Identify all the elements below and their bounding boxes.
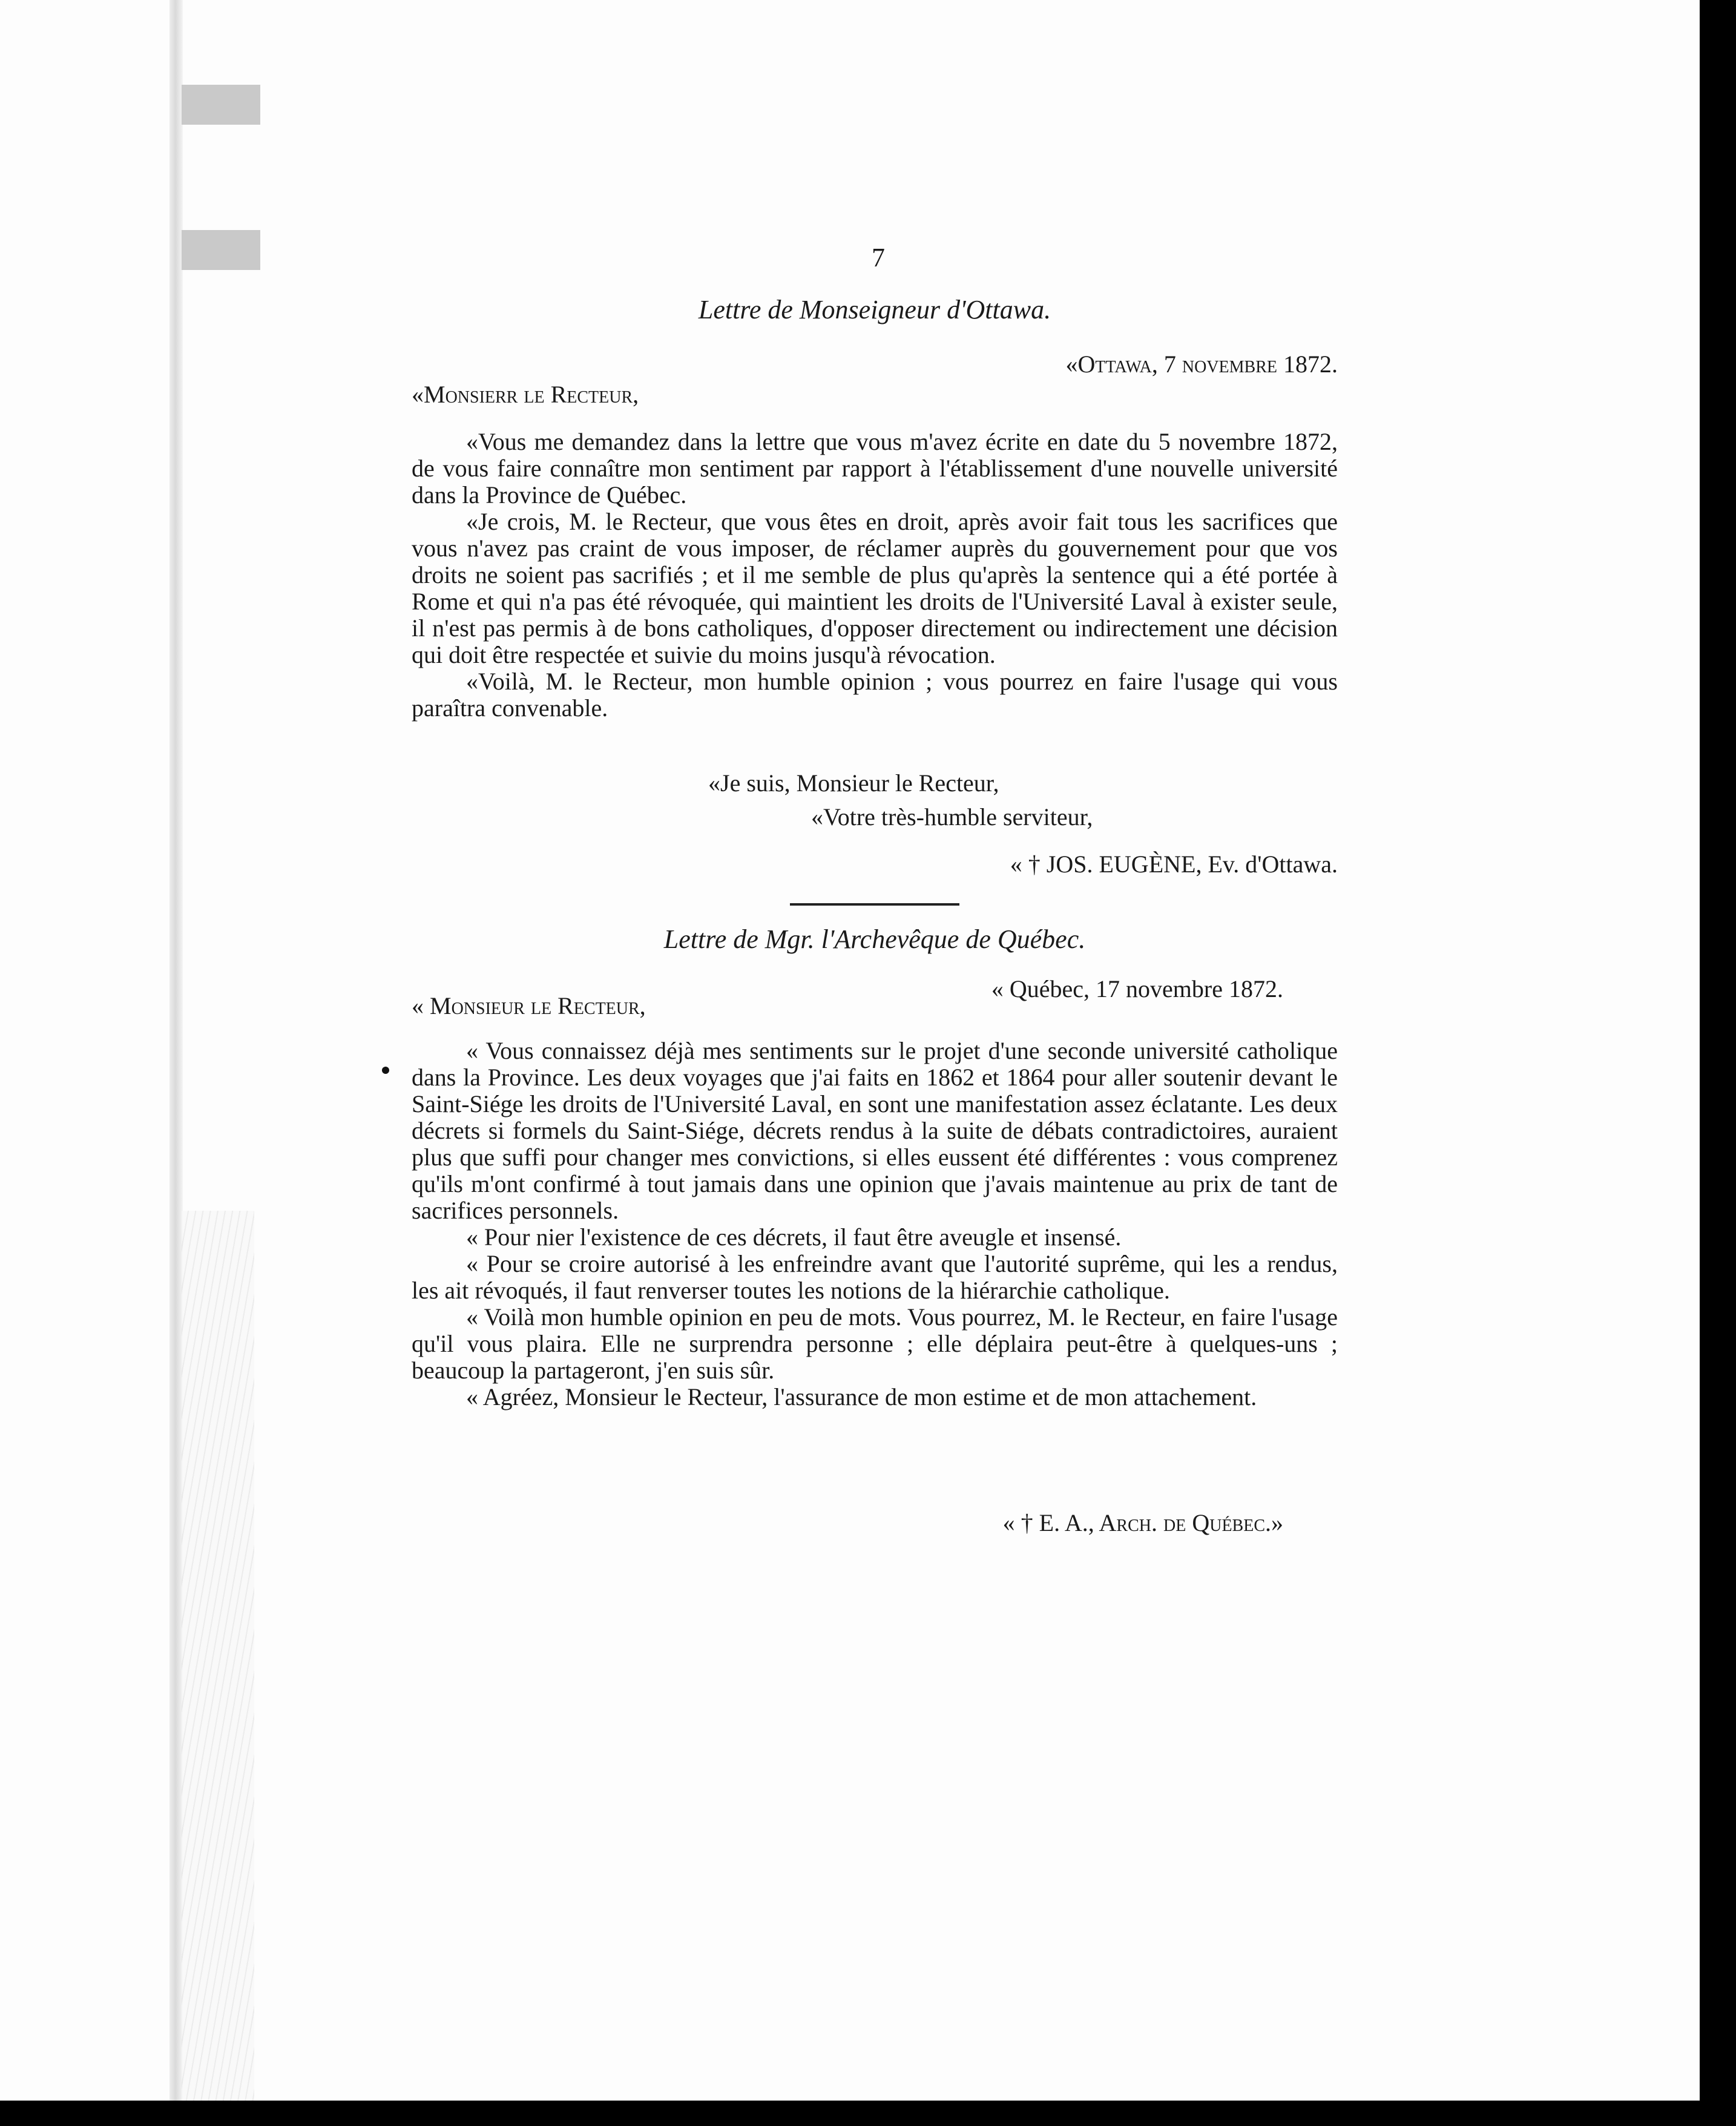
letter-dateline: «Ottawa, 7 novembre 1872. (1065, 350, 1338, 378)
page-tab-marker (182, 230, 260, 270)
page-binding-edge (169, 0, 183, 2101)
page-number: 7 (872, 243, 885, 272)
divider-rule (790, 903, 959, 906)
paragraph: « Pour se croire autorisé à les enfreindre avant que l'autorité suprême, qui les a rendus, les ait révoqués, il faut renverser toutes les notions de la hiérarchie catholique. (412, 1250, 1338, 1304)
letter-signature: « † JOS. EUGÈNE, Ev. d'Ottawa. (1010, 851, 1338, 878)
letter-ottawa-body (412, 429, 1338, 722)
paragraph: « Vous connaissez déjà mes sentiments sur le projet d'une seconde université catholique dans la Province. Les deux voyages que j'ai faits en 1862 et 1864 pour aller soutenir devant le Saint-Siége les droits de l'Université Laval, en sont une manifestation assez éclatante. Les deux décrets si formels du Saint-Siége, décrets rendus à la suite de débats contradictoires, auraient plus que suffi pour changer mes convictions, si elles eussent été différentes : vous comprenez qu'ils m'ont confirmé à tout jamais dans une opinion que j'avais maintenue au prix de tant de sacrifices personnels. (412, 1037, 1338, 1224)
paragraph: « Pour nier l'existence de ces décrets, il faut être aveugle et insensé. (466, 1223, 1122, 1251)
letter-heading: Lettre de Monseigneur d'Ottawa. (698, 295, 1051, 324)
letter-quebec-heading-block (412, 926, 1338, 953)
paragraph: «Je crois, M. le Recteur, que vous êtes en droit, après avoir fait tous les sacrifices que vous n'avez pas craint de vous imposer, de réclamer auprès du gouvernement pour que vos droits ne soient pas sacrifiés ; et il me semble de plus qu'après la sentence qui a été portée à Rome et qui n'a pas été révoquée, qui maintient les droits de l'Université Laval à exister seule, il n'est pas permis à de bons catholiques, d'opposer directement ou indirectement une décision qui doit être respectée et suivie du moins jusqu'à révocation. (412, 508, 1338, 668)
letter-dateline: « Québec, 17 novembre 1872. (991, 975, 1283, 1002)
paragraph: « Voilà mon humble opinion en peu de mots. Vous pourrez, M. le Recteur, en faire l'usage qu'il vous plaira. Elle ne surprendra personne ; elle déplaira peut-être à quelques-uns ; beaucoup la partageront, j'en suis sûr. (412, 1303, 1338, 1384)
paragraph: « Agréez, Monsieur le Recteur, l'assurance de mon estime et de mon attachement. (466, 1383, 1257, 1410)
letter-salutation: «Monsierr le Recteur, (412, 381, 639, 408)
ink-mark (382, 1067, 389, 1074)
letter-quebec-body (412, 1038, 1338, 1410)
paragraph: «Voilà, M. le Recteur, mon humble opinion ; vous pourrez en faire l'usage qui vous paraîtra convenable. (412, 668, 1338, 722)
letter-closing: «Je suis, Monsieur le Recteur, (708, 769, 999, 797)
letter-ottawa-heading-block (412, 297, 1338, 323)
page-tab-marker (182, 85, 260, 125)
letter-salutation: « Monsieur le Recteur, (412, 992, 646, 1019)
letter-heading: Lettre de Mgr. l'Archevêque de Québec. (663, 924, 1086, 954)
letter-signature: « † E. A., Arch. de Québec.» (1002, 1509, 1283, 1536)
section-divider (412, 903, 1338, 906)
letter-closing: «Votre très-humble serviteur, (811, 803, 1093, 831)
paragraph: «Vous me demandez dans la lettre que vous m'avez écrite en date du 5 novembre 1872, de vous faire connaître mon sentiment par rapport à l'établissement d'une nouvelle université dans la Province de Québec. (412, 428, 1338, 508)
torn-page-edge (182, 1211, 254, 2101)
